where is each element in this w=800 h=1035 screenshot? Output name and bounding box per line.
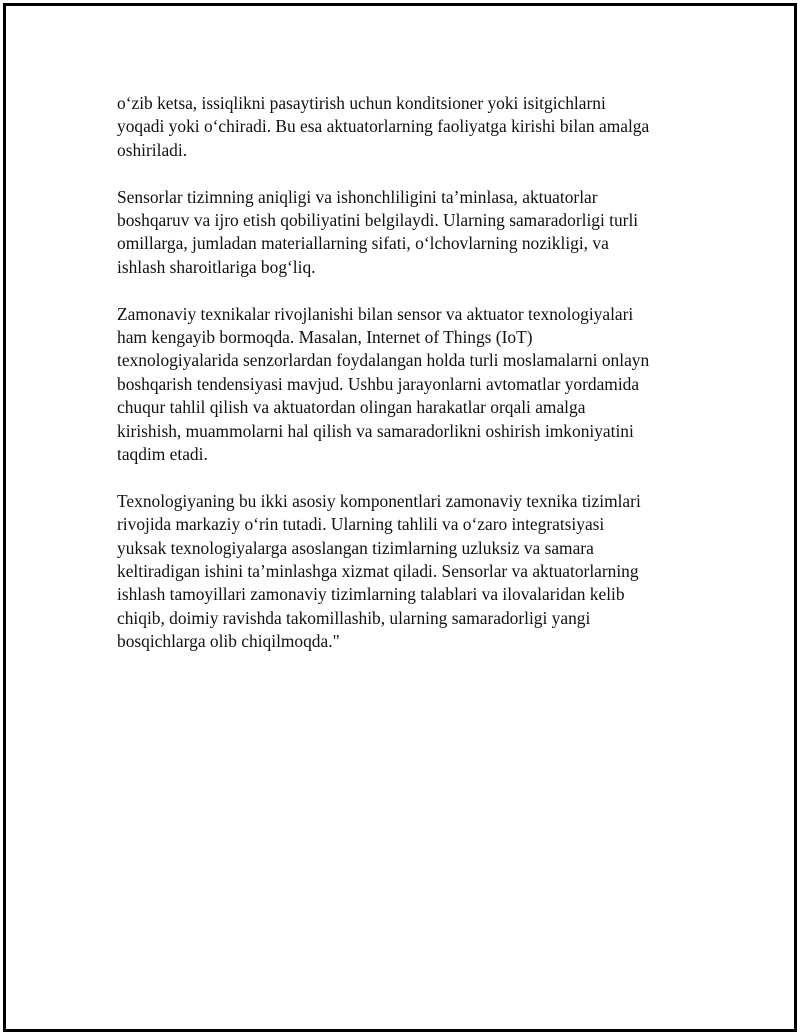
paragraph: Sensorlar tizimning aniqligi va ishonchliligini ta’minlasa, aktuatorlar boshqaruv va ijro etish qobiliyatini belgilaydi. Ularning samaradorligi turli omillarga, jumladan materiallarning sifati, o‘lchovlarning nozikligi, va ishlash sharoitlariga bog‘liq. xyxy=(117,186,639,277)
paragraph: o‘zib ketsa, issiqlikni pasaytirish uchun konditsioner yoki isitgichlarni yoqadi yoki o‘chiradi. Bu esa aktuatorlarning faoliyatga kirishi bilan amalga oshiriladi. xyxy=(117,93,650,160)
document-body xyxy=(117,92,697,677)
paragraph: Texnologiyaning bu ikki asosiy komponentlari zamonaviy texnika tizimlari rivojida markaziy o‘rin tutadi. Ularning tahlili va o‘zaro integratsiyasi yuksak texnologiyalarga asoslangan tizimlarning uzluksiz va samara keltiradigan ishini ta’minlashga xizmat qiladi. Sensorlar va aktuatorlarning ishlash tamoyillari zamonaviy tizimlarning talablari va ilovalaridan kelib chiqib, doimiy ravishda takomillashib, ularning samaradorligi yangi bosqichlarga olib chiqilmoqda." xyxy=(117,490,641,652)
paragraph: Zamonaviy texnikalar rivojlanishi bilan sensor va aktuator texnologiyalari ham kengayib bormoqda. Masalan, Internet of Things (IoT) texnologiyalarida senzorlardan foydalangan holda turli moslamalarni onlayn boshqarish tendensiyasi mavjud. Ushbu jarayonlarni avtomatlar yordamida chuqur tahlil qilish va aktuatordan olingan harakatlar orqali amalga kirishish, muammolarni hal qilish va samaradorlikni oshirish imkoniyatini taqdim etadi. xyxy=(117,303,650,465)
